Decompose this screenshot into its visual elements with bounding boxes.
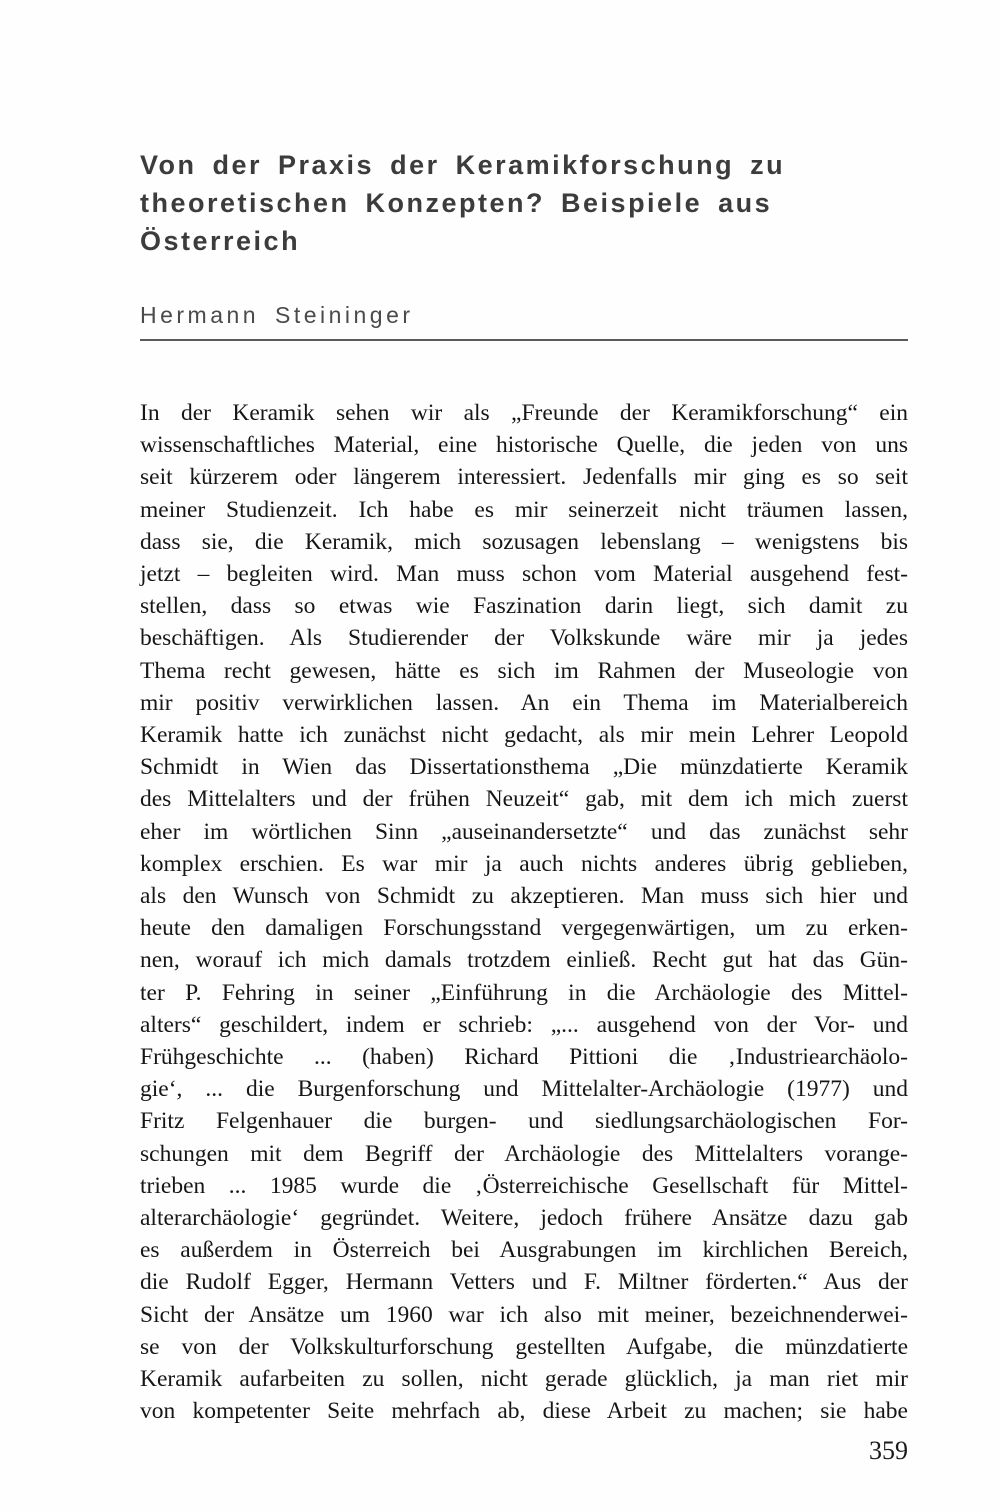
body-line: jetzt – begleiten wird. Man muss schon vom Material ausgehend fest-: [140, 561, 908, 588]
body-line: dass sie, die Keramik, mich sozusagen lebenslang – wenigstens bis: [140, 528, 908, 555]
body-line: schungen mit dem Begriff der Archäologie des Mittelalters vorange-: [140, 1140, 908, 1167]
body-line: Fritz Felgenhauer die burgen- und siedlungsarchäologischen For-: [140, 1108, 908, 1135]
page-content: [140, 146, 908, 1428]
body-line: meiner Studienzeit. Ich habe es mir seinerzeit nicht träumen lassen,: [140, 496, 908, 523]
body-line: als den Wunsch von Schmidt zu akzeptieren. Man muss sich hier und: [140, 883, 908, 910]
body-line: Keramik hatte ich zunächst nicht gedacht, als mir mein Lehrer Leopold: [140, 722, 908, 749]
body-line: alterarchäologie‘ gegründet. Weitere, jedoch frühere Ansätze dazu gab: [140, 1205, 908, 1232]
body-line: stellen, dass so etwas wie Faszination darin liegt, sich damit zu: [140, 593, 908, 620]
body-line: mir positiv verwirklichen lassen. An ein Thema im Materialbereich: [140, 689, 908, 716]
article-title-line: theoretischen Konzepten? Beispiele aus: [140, 188, 773, 218]
body-line: Keramik aufarbeiten zu sollen, nicht gerade glücklich, ja man riet mir: [140, 1366, 908, 1393]
body-line: beschäftigen. Als Studierender der Volkskunde wäre mir ja jedes: [140, 625, 908, 652]
body-line: Thema recht gewesen, hätte es sich im Rahmen der Museologie von: [140, 657, 908, 684]
body-line: In der Keramik sehen wir als „Freunde der Keramikforschung“ ein: [140, 400, 908, 426]
body-line: eher im wörtlichen Sinn „auseinandersetzte“ und das zunächst sehr: [140, 818, 908, 845]
body-text: [140, 397, 908, 1428]
author-divider-rule: [140, 339, 908, 341]
article-title-line: Österreich: [140, 226, 301, 256]
body-line: Sicht der Ansätze um 1960 war ich also mit meiner, bezeichnenderwei-: [140, 1301, 908, 1328]
article-title: [140, 146, 908, 260]
body-line: des Mittelalters und der frühen Neuzeit“ gab, mit dem ich mich zuerst: [140, 786, 908, 813]
body-line: es außerdem in Österreich bei Ausgrabungen im kirchlichen Bereich,: [140, 1237, 908, 1264]
body-line: seit kürzerem oder längerem interessiert. Jedenfalls mir ging es so seit: [140, 464, 908, 491]
body-line: gie‘, ... die Burgenforschung und Mittelalter-Archäologie (1977) und: [140, 1076, 908, 1103]
body-line: von kompetenter Seite mehrfach ab, diese Arbeit zu machen; sie habe: [140, 1398, 908, 1425]
author-name: Hermann Steininger: [140, 302, 414, 328]
body-line: komplex erschien. Es war mir ja auch nichts anderes übrig geblieben,: [140, 850, 908, 877]
body-line: se von der Volkskulturforschung gestellten Aufgabe, die münzdatierte: [140, 1333, 908, 1360]
body-line: wissenschaftliches Material, eine historische Quelle, die jeden von uns: [140, 432, 908, 459]
body-line: die Rudolf Egger, Hermann Vetters und F. Miltner förderten.“ Aus der: [140, 1269, 908, 1296]
article-title-line: Von der Praxis der Keramikforschung zu: [140, 150, 786, 180]
body-line: nen, worauf ich mich damals trotzdem einließ. Recht gut hat das Gün-: [140, 947, 908, 974]
body-line: ter P. Fehring in seiner „Einführung in die Archäologie des Mittel-: [140, 979, 908, 1006]
body-line: trieben ... 1985 wurde die ‚Österreichische Gesellschaft für Mittel-: [140, 1172, 908, 1199]
body-line: heute den damaligen Forschungsstand vergegenwärtigen, um zu erken-: [140, 915, 908, 942]
body-line: alters“ geschildert, indem er schrieb: „... ausgehend von der Vor- und: [140, 1011, 908, 1038]
page-number: 359: [869, 1436, 908, 1465]
body-line: Schmidt in Wien das Dissertationsthema „Die münzdatierte Keramik: [140, 754, 908, 781]
body-line: Frühgeschichte ... (haben) Richard Pittioni die ‚Industriearchäolo-: [140, 1044, 908, 1071]
